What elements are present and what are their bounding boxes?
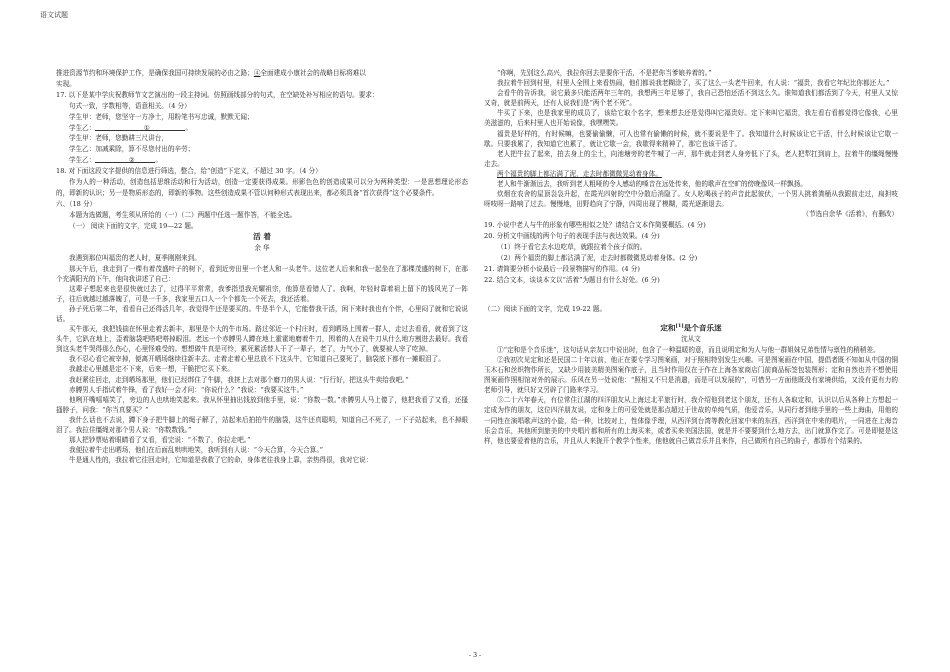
underlined-sentence: 两个福贵的脚上都沾满了泥，走去时都微微晃动着身体。: [497, 169, 662, 178]
essay-paragraph: ①“定和是个音乐迷”，这句话从亲友口中说出时，包含了一种温暖的意，而且说明定和为人与他一群姐妹兄弟性情与禀性的稍稍差。: [497, 345, 880, 354]
host-speaker-2: 学生乙：: [69, 156, 96, 165]
question-17-requirement: 句式一致，字数相等，语意相关。（4 分）: [69, 101, 191, 110]
question-20: 20. 分析文中画线的两个句子的表现手法与表达效果。(4 分): [484, 232, 660, 241]
story-title: 活 着: [253, 231, 271, 241]
story-paragraph: 我遇到那位叫福贵的老人时，夏季刚刚来到。: [69, 254, 201, 263]
story-paragraph: 福贵是好样的，有时候嘛，也要偷偷懒，可人也常有偷懒的时候，就不要说是牛了。我知道什么时候该让它干活，什么时候该让它歇一歇。只要我累了，我知道它也累了，就让它歇一会，我歇得来精神了，那它也该干活了。: [484, 129, 898, 148]
essay-paragraph: ②我初次见定和还是民国二十年以前，他正在要专学习图案画，对于照相特别发生兴趣。可是图案画在中国，提倡者既不知如从中国的铜玉木石和丝织物作所长，又缺少用彼美精美图案作底子，且当时作用仅在于作在上海各家商店门前商品标签包装图形；定和自然也并不想使用图案画作照相馆对外的展示。乐风在另一处说他：“照相又不只是消遣，而是可以发展的”，可惜另一方面他既没有家境供给，又没有更有力的老师引导，就只好又另辟了门路来学习。: [484, 356, 898, 395]
essay-title-footnote: [1]: [675, 322, 684, 329]
left-column: [56, 68, 468, 465]
story-paragraph: 赤膊男人手指试着牛锋，看了我好一会才问：“你说什么？”我说：“我要买这牛。”: [69, 385, 304, 394]
host-line-end: 。: [185, 123, 192, 132]
right-column: [484, 68, 898, 446]
story-paragraph: 炊烟在农舍的屋顶袅袅升起，在霞光四射的空中分散后消隐了。女人吆喝孩子的声音此起彼伏，一个男人挑着粪桶从我跟前走过，扁担吱呀吱呀一路响了过去。慢慢地，田野趋向了宁静，四周出现了模糊，霞光逐渐退去。: [484, 190, 898, 209]
story-paragraph: 我赶紧往回走，走到晒场那里，他们已经绑住了牛脚，我挤上去对那个磨刀的男人说：“行行好，把这头牛卖给我吧。”: [69, 375, 409, 384]
question-20-part-2: （2）两个福贵的脚上都沾满了泥，走去时都微微晃动着身体。(2 分): [497, 253, 698, 262]
question-22: 22. 结合文本，谈谈本文以“活着”为题目有什么好处。(6 分): [484, 275, 660, 284]
spacer: [484, 286, 898, 304]
story-author: 余 华: [254, 243, 270, 252]
question-21: 21. 请简要分析小说最后一段景物描写的作用。(4 分): [484, 264, 640, 273]
story-paragraph: 会看牛的告诉我，说它最多只能活两年三年的，我想两三年足够了，我自己恐怕还活不到这么久。谁知道我们都活到了今天，村里人又惊又奇，就是前两天，还有人说我们是“两个老不死”。: [484, 89, 898, 108]
essay-title: [484, 321, 898, 334]
story-body: [56, 253, 468, 465]
carryover-text-2: 全面建成小康社会的战略目标将难以: [260, 69, 366, 77]
page-header: 语文试题: [40, 11, 68, 19]
carryover-text: 推进资源节约和环境保护工作，是确保我国可持续发展的必由之路；: [56, 69, 254, 77]
host-line-5: [56, 155, 468, 166]
question-18-passage: 作为人的一种活动，创造包括思维活动和行为活动，创造一定要获得成果。形影色色的创造成果可以分为两种类型：一是思想理论形态的，即新的认识；另一是物质形态的，即新的事物。这些创造成果不管以何种形式表现出来，都必须具备“首次获得”这个必要条件。: [56, 178, 468, 197]
answer-blank-1[interactable]: ①: [95, 123, 185, 131]
answer-blank-2[interactable]: ②: [95, 155, 155, 163]
host-line-end-2: 。: [155, 156, 162, 165]
essay-title-text-2: 是个音乐迷: [683, 323, 722, 333]
page-number: - 3 -: [468, 651, 482, 659]
essay-title-text: 定和: [660, 323, 676, 333]
story-paragraph: 买牛那天，我把钱揣在怀里走着去新丰，那里是个大的牛市场。路过邻近一个村庄时，看到晒场上围着一群人，走过去看看，就看到了这头牛，它趴在地上，歪着脑袋吧嗒吧嗒掉眼泪。老远一个赤膊男人蹲在地上霍霍地磨着牛刀，围着的人在说牛刀从什么地方割进去最好。我看到这头老牛哭得那么伤心，心里怪难受的。想想做牛真是可怜，累死累活替人干了一辈子，老了，力气小了，就要被人宰了吃掉。: [56, 325, 468, 354]
story-continuation: [484, 68, 898, 209]
story-paragraph: 他咧开嘴嘻嘻笑了，旁边的人也哄地笑起来。我从怀里抽出钱放到他手里，说：“你数一数。”赤膊男人马上傻了，他把我看了又看，还搔搔脖子，问我：“你当真要买？”: [56, 395, 468, 414]
section-6-heading: 六、（18 分）: [56, 199, 97, 208]
story-paragraph: 我便拉着牛走出晒场，他们在后面乱哄哄地笑，我听到有人说：“今天合算，今天合算。”: [69, 446, 324, 455]
section-6-note: 本题为选做题，考生须从所给的（一）（二）两题中任选一题作答，不能全选。: [69, 210, 297, 219]
host-line-2: [56, 123, 468, 134]
essay-author: 沈从文: [681, 335, 701, 343]
story-source: （节选自余华《活着》，有删改）: [802, 210, 898, 219]
story-paragraph: 老人和牛渐渐远去，我听到老人粗哑的令人感动的嗓音在远处传来，他的歌声在空旷的傍晚像风一样飘扬。: [497, 180, 807, 189]
story-paragraph: 那人把钞票贴着眼睛看了又看，看完说：“不数了，你拉走吧。”: [69, 436, 251, 445]
story-paragraph: 牛是通人性的，我拉着它往回走时，它知道是我救了它的命，身体老往我身上靠，亲热得很，我对它说：: [69, 456, 373, 465]
essay-body: [484, 345, 898, 446]
story-paragraph: 我什么话也不去说，蹲下身子把牛脚上的绳子解了，站起来后拍拍牛的脑袋，这牛还真聪明，知道自己不死了，一下子站起来，也不掉眼泪了。我拉住缰绳对那个男人说：“你数数钱。”: [56, 415, 468, 434]
carryover-paragraph: [56, 68, 468, 79]
host-line-4: 学生乙：加减乘除，算不尽您付出的辛劳；: [69, 145, 195, 154]
story-paragraph: 我拉着牛回到村里，村里人全围上来看热闹，他们都说我老糊涂了，买了这么一头老牛回来，有人说：“福贵，我看它年纪比你都还大。”: [497, 79, 890, 88]
subsection-2-heading: （二）阅读下面的文字，完成 19-22 题。: [484, 304, 607, 313]
host-speaker: 学生乙：: [69, 123, 96, 132]
story-paragraph: 我越走心里越是定不下来，后来一想，干脆把它买下来。: [69, 365, 234, 374]
story-paragraph: 这辈子想起来也是很快就过去了，过得平平常常，我爹指望我光耀祖宗，他算是看错人了。我啊，年轻时靠着祖上留下的钱风光了一阵子，往后就越过越落魄了，可是一千多，我家里五口人一个个都先一个死去，我还活着。: [56, 284, 468, 303]
story-paragraph: 我不忍心看它被宰掉，便离开晒场继续往新丰去。走着走着心里总放不下这头牛，它知道自己要死了，脑袋底下都有一摊眼泪了。: [69, 355, 445, 364]
blank-marker-4: ④: [253, 69, 261, 77]
host-line-1: 学生甲：老师，您坚守一方净土，用粉笔书写忠诚，默默无闻；: [69, 112, 254, 121]
question-17: 17. 以下是某中学庆祝教师节文艺演出的一段主持词。仿照画线部分的句式，在空缺处补写相应的语句。要求：: [56, 90, 379, 99]
question-19: 19. 小说中老人与牛的形象有哪些相似之处？请结合文本作简要概括。(4 分): [484, 221, 706, 230]
subsection-1-heading: （一） 阅读下面的文字，完成 19—22 题。: [69, 221, 198, 230]
story-paragraph: 牛买了下来，也是我家里的成员了，该给它取个名字，想来想去还是觉得叫它福贵好。定下来叫它福贵，我左看右看都觉得它像我，心里美滋滋的，后来村里人也开始说像，我嘿嘿笑。: [484, 109, 898, 128]
essay-paragraph: ③二十六年春天，有位常住江湖的四洋朋友从上海过北平旅行时，我介绍他到老这个朋友，还有人各取定和，认识以后从各种上方想起一定成为作的朋友，这位四洋朋友说，定和身上的可爱处就是那点超过于世故的单纯气质，他爱音乐，从同行者到他手里的一些上海曲，用他的一同性在演唱歌声这的小旋，给一种，比较对上，性体像乎理，从西洋到台湾等教化回家中来的东西，西洋到在中来的唱片，一同进在上海音乐会音乐，其他所到旅美的中央唱片都和所有的上海买来，或者买来美国法国，就是并不要要到什么地方去，出门就算作完了。可是即便是这样，他也要爱着他的音乐，并且从人来拢开个教学个性来，他他就自己做音乐并且来作，自己做所有自己的曲子，都算有个结果的。: [484, 396, 898, 445]
story-paragraph: 孙子死后第二年，看看自己还得活几年，我觉得牛还是要买的。牛是半个人，它能替我干活，闲下来时我也有个伴，心里闷了就和它说说话。: [56, 304, 468, 323]
story-paragraph: “你啊，先别这么高兴，我拉你回去是要你干活，不是把你当爹娘养着的。”: [497, 69, 712, 77]
question-20-part-1: （1）终于看它去水边吃草，就跟拉着个孩子似的。: [497, 243, 647, 252]
story-paragraph: 那天午后，我走到了一棵有着茂盛叶子的树下，看到近旁田里一个老人和一头老牛。这位老人后来和我一起坐在了那棵茂盛的树下，在那个充满阳光的下午，他向我讲述了自己：: [56, 264, 468, 283]
question-18: 18. 对下面这段文字提供的信息进行筛选，整合，给“创造”下定义，不超过 30 字。（4 分）: [56, 167, 322, 176]
carryover-end: 实现。: [56, 79, 76, 88]
host-line-3: 学生甲：老师，您勤耕三尺讲台，: [69, 134, 168, 143]
story-paragraph: 老人把牛拉了起来，拍去身上的尘土，向池塘旁的老牛喊了一声，那牛就走到老人身旁低下了头，老人把犁扛到肩上，拉着牛的缰绳慢慢走去。: [484, 149, 898, 168]
